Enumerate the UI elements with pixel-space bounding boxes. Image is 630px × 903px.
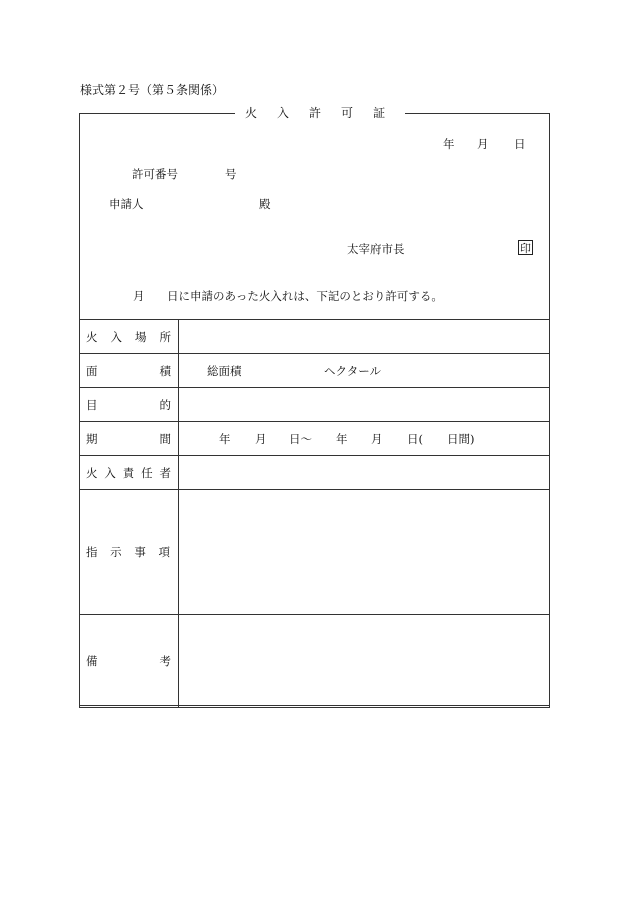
label-char: 面 xyxy=(86,363,98,378)
period-year-start: 年 xyxy=(219,431,231,446)
document-title xyxy=(235,104,405,120)
title-char: 可 xyxy=(341,106,374,120)
permit-details-table xyxy=(79,319,550,708)
issue-year: 年 xyxy=(443,137,455,151)
form-number: 様式第２号（第５条関係） xyxy=(80,83,225,97)
permit-number xyxy=(132,166,237,182)
period-day-start: 日～ xyxy=(289,431,312,446)
title-char: 火 xyxy=(245,106,278,120)
row-label-fire-supervisor xyxy=(80,456,179,490)
statement-text: 日に申請のあった火入れは、下記のとおり許可する。 xyxy=(167,289,443,303)
purpose-field[interactable] xyxy=(179,388,550,422)
period-day-count: 日間) xyxy=(447,431,475,446)
title-char: 入 xyxy=(277,106,310,120)
permit-number-label: 許可番号 xyxy=(132,167,178,181)
table-row xyxy=(80,615,550,708)
issuer-name: 太宰府市長 xyxy=(347,242,405,256)
table-row xyxy=(80,320,550,354)
table-row xyxy=(80,422,550,456)
table-row xyxy=(80,490,550,615)
permit-statement xyxy=(133,288,443,304)
issue-date xyxy=(443,136,526,152)
period-year-end: 年 xyxy=(336,431,348,446)
fire-supervisor-field[interactable] xyxy=(179,456,550,490)
label-char: 的 xyxy=(159,397,171,412)
title-char: 証 xyxy=(373,106,406,120)
period-month-end: 月 xyxy=(371,431,383,446)
row-label-instructions xyxy=(80,490,179,615)
row-label-purpose xyxy=(80,388,179,422)
label-char: 示 xyxy=(110,545,122,559)
label-char: 積 xyxy=(159,363,171,378)
issue-day: 日 xyxy=(514,137,526,151)
row-label-area xyxy=(80,354,179,388)
table-row xyxy=(80,456,550,490)
label-char: 指 xyxy=(86,545,98,559)
label-char: 目 xyxy=(86,397,98,412)
label-char: 備 xyxy=(86,654,98,668)
period-month-start: 月 xyxy=(255,431,267,446)
label-char: 期 xyxy=(86,431,98,446)
issue-month: 月 xyxy=(477,137,489,151)
label-char: 所 xyxy=(159,329,171,344)
title-char: 許 xyxy=(309,106,342,120)
fire-location-field[interactable] xyxy=(179,320,550,354)
label-char: 間 xyxy=(159,431,171,446)
applicant-label: 申請人 xyxy=(109,197,144,211)
applicant xyxy=(109,196,271,212)
period-day-end: 日( xyxy=(407,431,423,446)
label-char: 任 xyxy=(141,465,153,480)
label-char: 場 xyxy=(135,329,147,344)
label-char: 事 xyxy=(134,545,146,559)
table-row xyxy=(80,388,550,422)
remarks-field[interactable] xyxy=(179,615,550,708)
area-field[interactable] xyxy=(179,354,550,388)
label-char: 者 xyxy=(159,465,171,480)
row-label-period xyxy=(80,422,179,456)
label-char: 火 xyxy=(86,329,98,344)
hectare-unit: ヘクタール xyxy=(324,363,382,378)
period-field[interactable] xyxy=(179,422,550,456)
label-char: 責 xyxy=(122,465,135,480)
statement-month: 月 xyxy=(133,289,145,303)
label-char: 考 xyxy=(159,654,171,668)
total-area-label: 総面積 xyxy=(207,363,242,378)
label-char: 入 xyxy=(110,329,122,344)
table-row xyxy=(80,354,550,388)
row-label-remarks xyxy=(80,615,179,708)
instructions-field[interactable] xyxy=(179,490,550,615)
row-label-fire-location xyxy=(80,320,179,354)
seal-mark: 印 xyxy=(520,242,531,255)
permit-number-suffix: 号 xyxy=(225,167,237,181)
label-char: 入 xyxy=(104,465,116,480)
applicant-honorific: 殿 xyxy=(259,197,271,211)
label-char: 項 xyxy=(158,545,170,559)
label-char: 火 xyxy=(86,465,98,480)
